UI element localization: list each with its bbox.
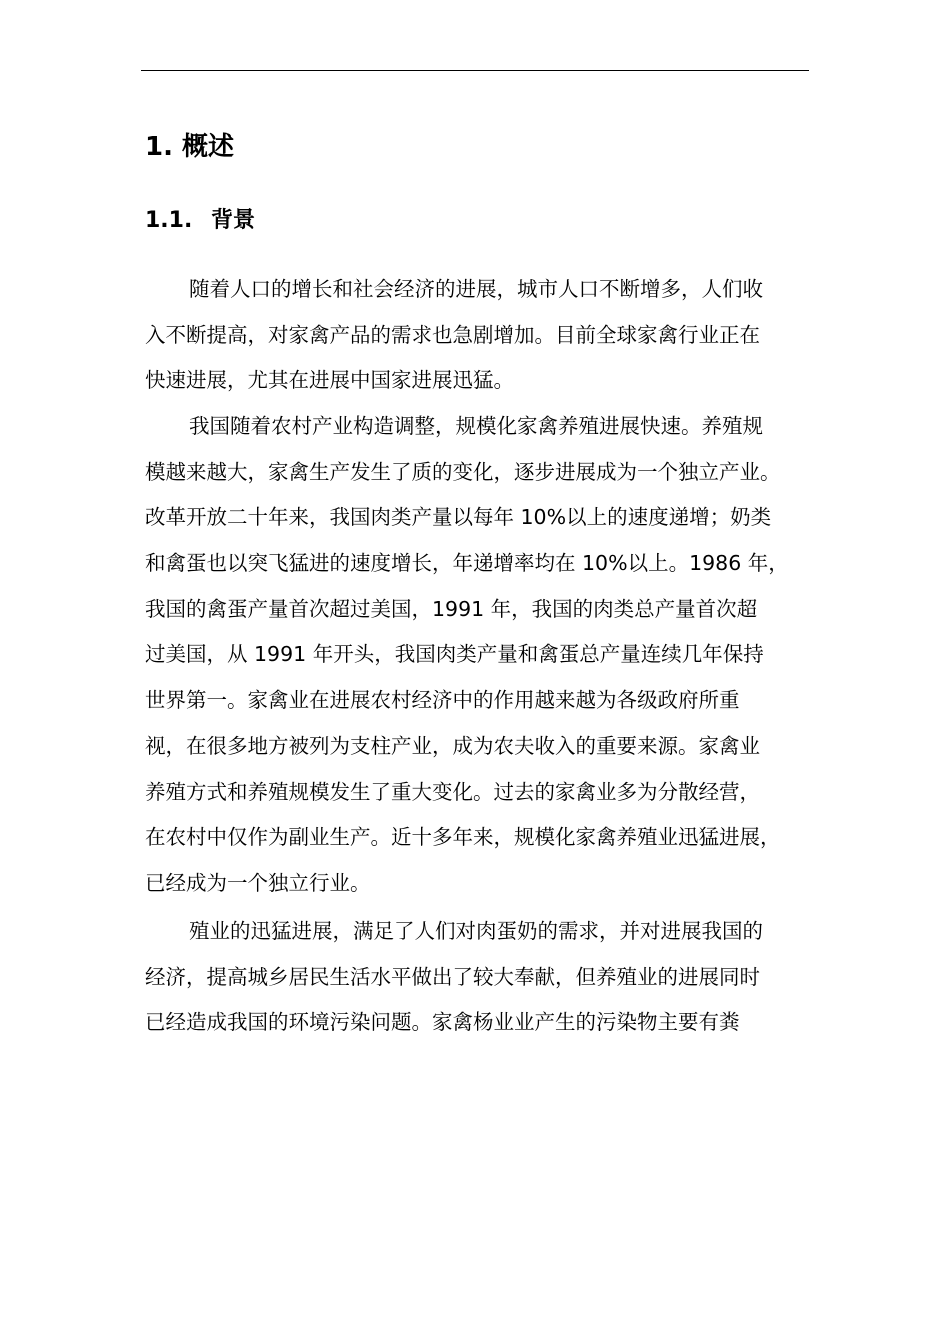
paragraph-line: 改革开放二十年来，我国肉类产量以每年 10%以上的速度递增；奶类 <box>145 505 772 530</box>
paragraph-line: 经济，提高城乡居民生活水平做出了较大奉献，但养殖业的进展同时 <box>145 964 760 989</box>
paragraph-line: 殖业的迅猛进展，满足了人们对肉蛋奶的需求，并对进展我国的 <box>189 919 763 943</box>
paragraph-line: 世界第一。家禽业在进展农村经济中的作用越来越为各级政府所重 <box>145 688 740 713</box>
paragraph-3 <box>145 909 815 1046</box>
paragraph-line: 过美国，从 1991 年开头，我国肉类产量和禽蛋总产量连续几年保持 <box>145 642 764 667</box>
paragraph-line: 随着人口的增长和社会经济的进展，城市人口不断增多，人们收 <box>189 277 763 301</box>
paragraph-2 <box>145 404 815 907</box>
paragraph-line: 和禽蛋也以突飞猛进的速度增长，年递增率均在 10%以上。1986 年， <box>145 551 789 576</box>
section-number: 1. <box>145 132 173 162</box>
paragraph-line: 养殖方式和养殖规模发生了重大变化。过去的家禽业多为分散经营， <box>145 779 760 804</box>
paragraph-line: 我国的禽蛋产量首次超过美国，1991 年，我国的肉类总产量首次超 <box>145 596 758 621</box>
paragraph-line: 已经造成我国的环境污染问题。家禽杨业业产生的污染物主要有粪 <box>145 1010 740 1035</box>
paragraph-line: 已经成为一个独立行业。 <box>145 870 371 895</box>
paragraph-1 <box>145 267 815 404</box>
section-heading-1 <box>145 127 234 167</box>
section-title: 概述 <box>182 132 235 162</box>
subsection-number: 1.1. <box>145 208 193 233</box>
subsection-heading-1-1 <box>145 203 255 239</box>
paragraph-line: 我国随着农村产业构造调整，规模化家禽养殖进展快速。养殖规 <box>189 414 763 438</box>
header-rule <box>141 70 809 71</box>
paragraph-line: 在农村中仅作为副业生产。近十多年来，规模化家禽养殖业迅猛进展， <box>145 825 781 850</box>
paragraph-line: 快速进展，尤其在进展中国家进展迅猛。 <box>145 368 514 393</box>
paragraph-line: 入不断提高，对家禽产品的需求也急剧增加。目前全球家禽行业正在 <box>145 322 760 347</box>
paragraph-line: 视，在很多地方被列为支柱产业，成为农夫收入的重要来源。家禽业 <box>145 733 760 758</box>
subsection-title: 背景 <box>211 208 256 233</box>
paragraph-line: 模越来越大，家禽生产发生了质的变化，逐步进展成为一个独立产业。 <box>145 459 781 484</box>
